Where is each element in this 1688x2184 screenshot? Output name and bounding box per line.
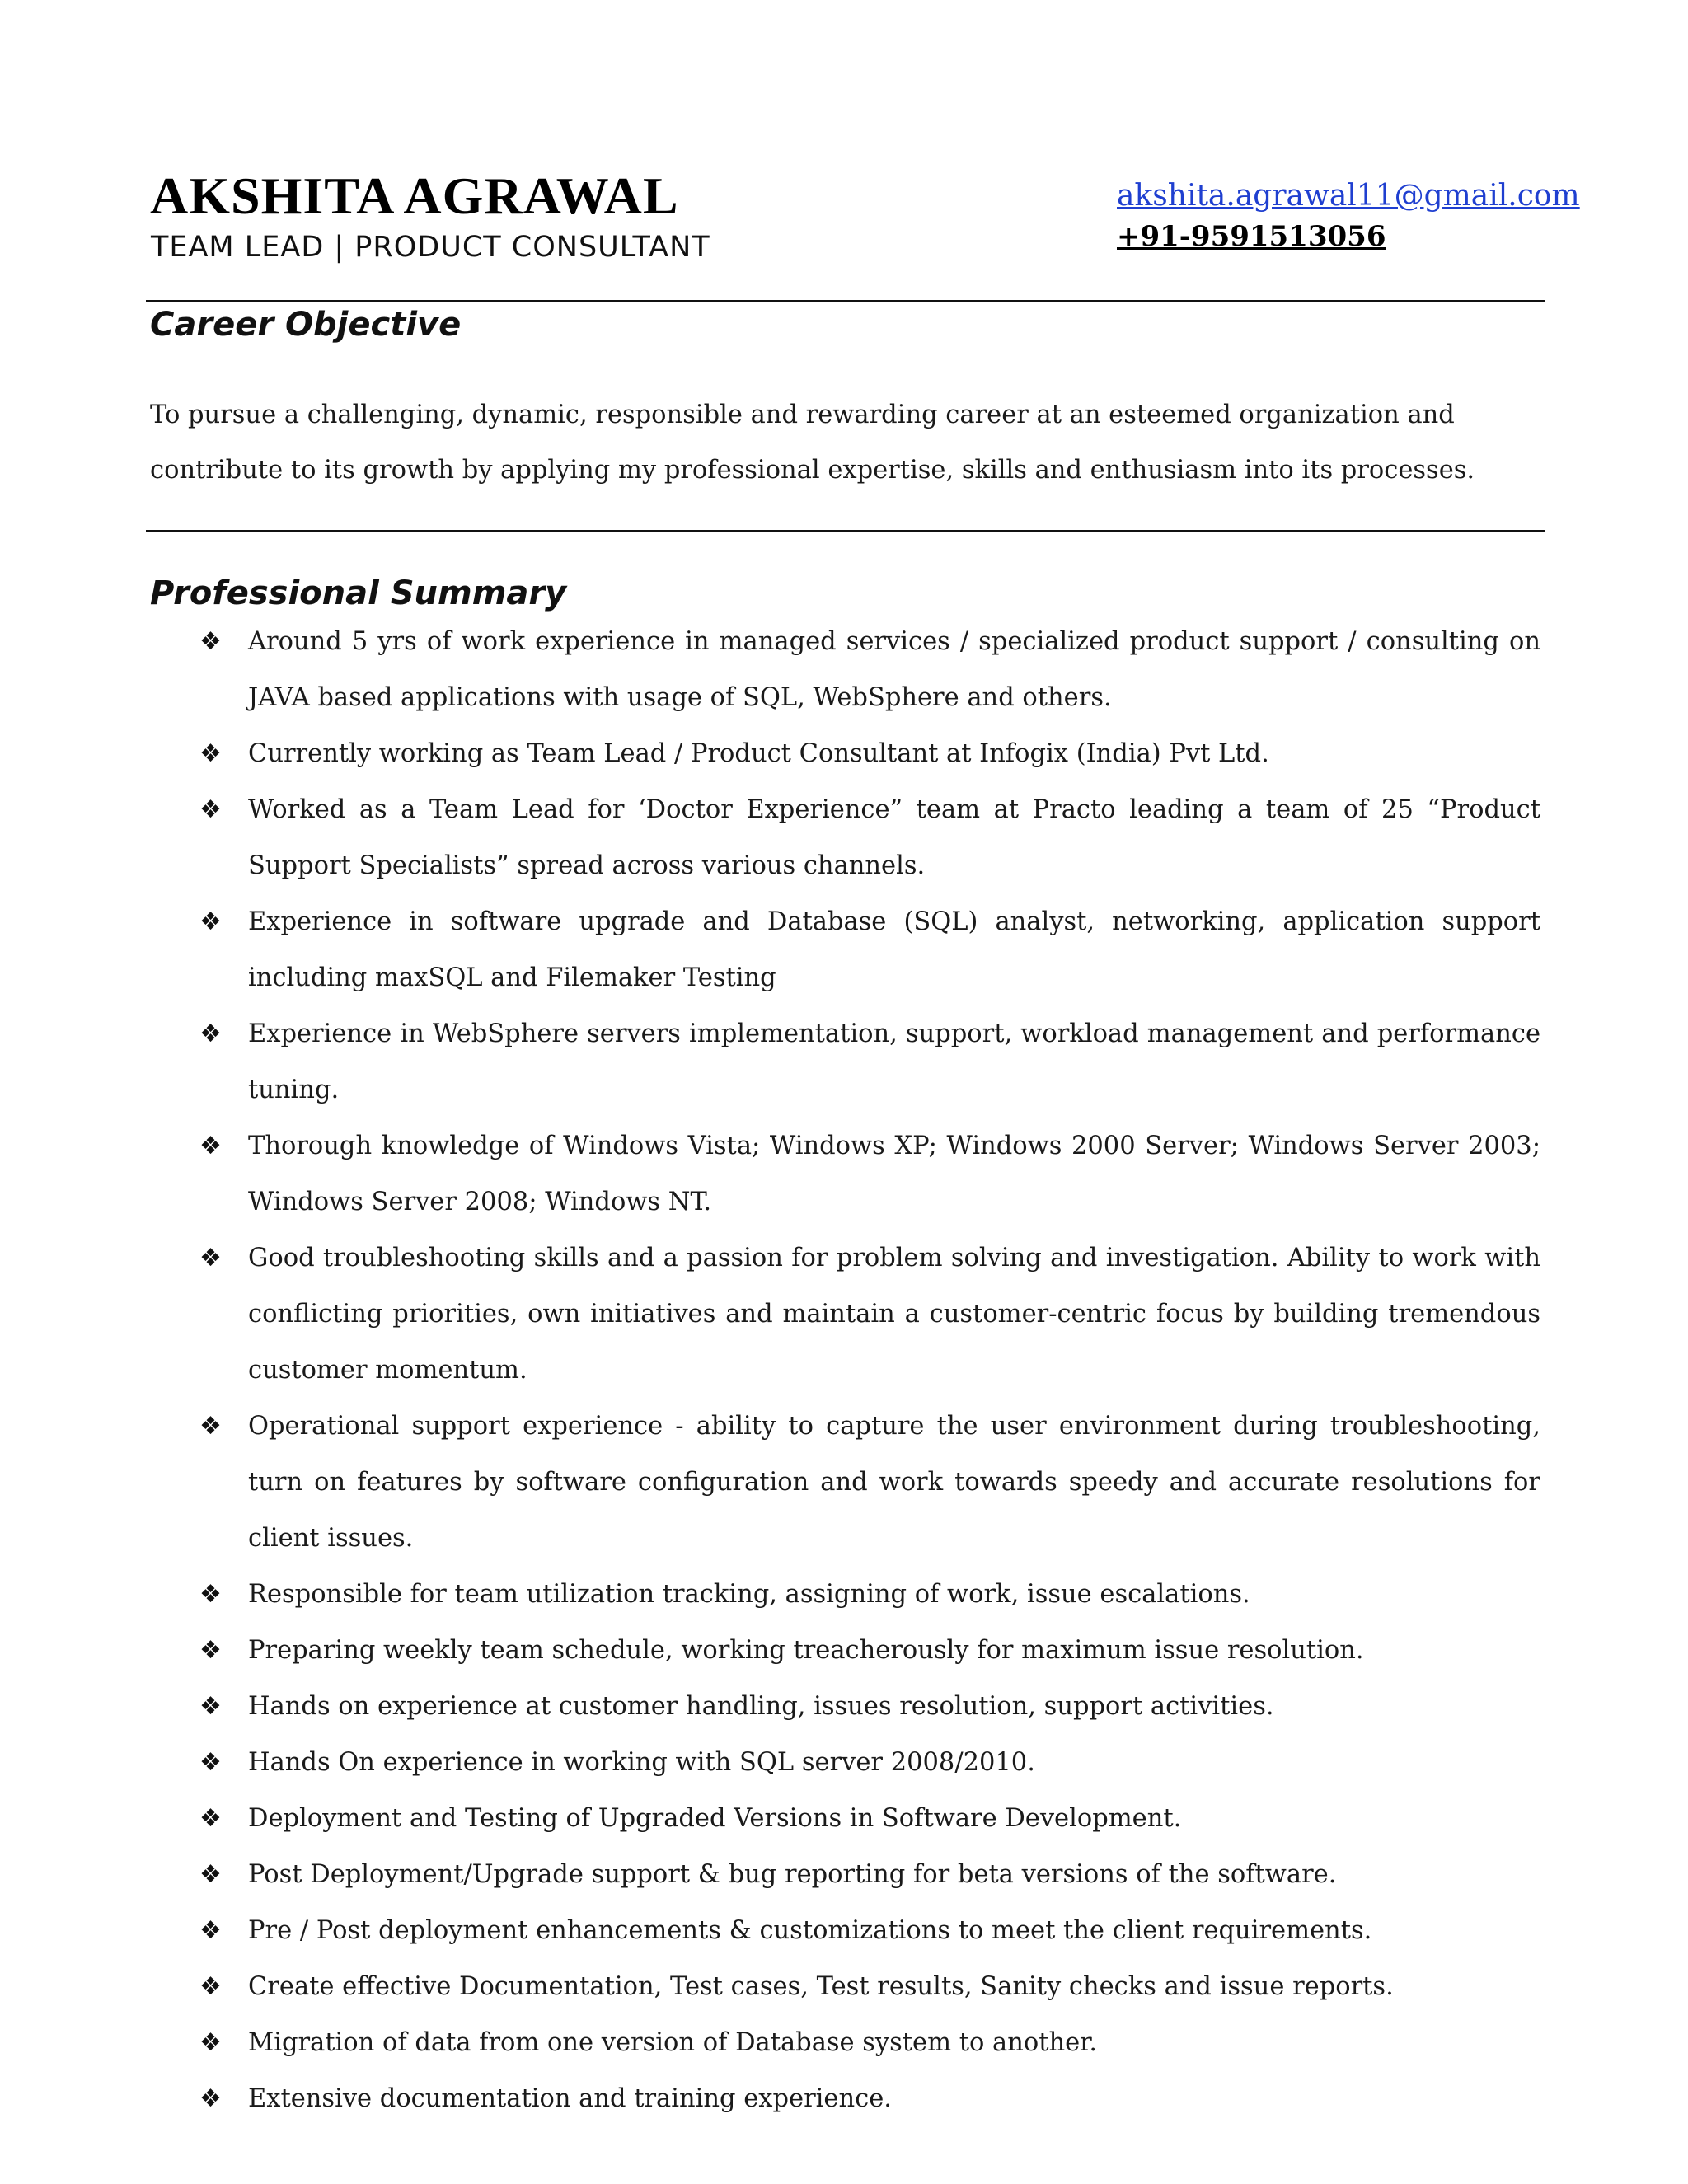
diamond-bullet-icon: ❖: [199, 1916, 222, 1945]
summary-item-text: Post Deployment/Upgrade support & bug reporting for beta versions of the software.: [248, 1860, 1337, 1889]
summary-item: [0, 1679, 1540, 1735]
summary-item: [0, 1735, 1540, 1791]
summary-item-text: Currently working as Team Lead / Product Consultant at Infogix (India) Pvt Ltd.: [248, 739, 1269, 768]
diamond-bullet-icon: ❖: [199, 1580, 222, 1609]
candidate-name: AKSHITA AGRAWAL: [150, 166, 679, 225]
diamond-bullet-icon: ❖: [199, 1860, 222, 1889]
diamond-bullet-icon: ❖: [199, 1132, 222, 1160]
summary-item: [0, 1903, 1540, 1959]
email-link[interactable]: akshita.agrawal11@gmail.com: [1117, 179, 1580, 213]
diamond-bullet-icon: ❖: [199, 1244, 222, 1272]
professional-summary-list: [0, 614, 1688, 2127]
professional-summary-heading: Professional Summary: [150, 574, 567, 612]
summary-item: [0, 1006, 1540, 1118]
summary-item-text: Experience in WebSphere servers implementation, support, workload management and performance tuning.: [248, 1019, 1540, 1104]
summary-item-text: Hands On experience in working with SQL server 2008/2010.: [248, 1748, 1035, 1777]
summary-item: [0, 2071, 1540, 2127]
summary-item: [0, 2015, 1540, 2071]
header-divider: [146, 300, 1545, 302]
summary-item-text: Deployment and Testing of Upgraded Versions in Software Development.: [248, 1804, 1182, 1833]
section-divider: [146, 530, 1545, 532]
summary-item: [0, 1791, 1540, 1847]
summary-item-text: Thorough knowledge of Windows Vista; Windows XP; Windows 2000 Server; Windows Server 2003; Windows Server 2008; Windows NT.: [248, 1132, 1540, 1216]
diamond-bullet-icon: ❖: [199, 2028, 222, 2057]
summary-item: [0, 1118, 1540, 1230]
diamond-bullet-icon: ❖: [199, 1636, 222, 1665]
diamond-bullet-icon: ❖: [199, 907, 222, 936]
summary-item: [0, 1623, 1540, 1679]
summary-item-text: Operational support experience - ability to capture the user environment during troubleshooting, turn on features by software configuration and work towards speedy and accurate resolutions for client issues.: [248, 1412, 1540, 1553]
diamond-bullet-icon: ❖: [199, 627, 222, 656]
summary-item-text: Experience in software upgrade and Database (SQL) analyst, networking, application support including maxSQL and Filemaker Testing: [248, 907, 1540, 992]
diamond-bullet-icon: ❖: [199, 1748, 222, 1777]
summary-item: [0, 1230, 1540, 1399]
summary-item: [0, 894, 1540, 1006]
summary-item-text: Extensive documentation and training experience.: [248, 2084, 892, 2113]
diamond-bullet-icon: ❖: [199, 1019, 222, 1048]
summary-item: [0, 1567, 1540, 1623]
summary-item: [0, 726, 1540, 782]
diamond-bullet-icon: ❖: [199, 1692, 222, 1721]
summary-item-text: Preparing weekly team schedule, working treacherously for maximum issue resolution.: [248, 1636, 1364, 1665]
summary-item-text: Migration of data from one version of Database system to another.: [248, 2028, 1098, 2057]
candidate-title: TEAM LEAD | PRODUCT CONSULTANT: [151, 231, 710, 264]
summary-item-text: Hands on experience at customer handling, issues resolution, support activities.: [248, 1692, 1274, 1721]
summary-item: [0, 1847, 1540, 1903]
summary-item: [0, 614, 1540, 726]
summary-item-text: Around 5 yrs of work experience in managed services / specialized product support / consulting on JAVA based applications with usage of SQL, WebSphere and others.: [248, 627, 1540, 712]
phone-number: +91-9591513056: [1117, 220, 1386, 253]
career-objective-heading: Career Objective: [150, 306, 462, 344]
diamond-bullet-icon: ❖: [199, 2084, 222, 2113]
summary-item: [0, 1399, 1540, 1567]
summary-item-text: Worked as a Team Lead for ‘Doctor Experience” team at Practo leading a team of 25 “Product Support Specialists” spread across various channels.: [248, 795, 1540, 880]
diamond-bullet-icon: ❖: [199, 795, 222, 824]
summary-item-text: Responsible for team utilization tracking, assigning of work, issue escalations.: [248, 1580, 1250, 1609]
diamond-bullet-icon: ❖: [199, 1972, 222, 2001]
summary-item-text: Create effective Documentation, Test cases, Test results, Sanity checks and issue reports.: [248, 1972, 1394, 2001]
summary-item-text: Pre / Post deployment enhancements & customizations to meet the client requirements.: [248, 1916, 1372, 1945]
summary-item-text: Good troubleshooting skills and a passion for problem solving and investigation. Ability to work with conflicting priorities, own initiatives and maintain a customer-centric focus by building tremendous customer momentum.: [248, 1244, 1540, 1385]
diamond-bullet-icon: ❖: [199, 1412, 222, 1441]
summary-item: [0, 1959, 1540, 2015]
diamond-bullet-icon: ❖: [199, 739, 222, 768]
diamond-bullet-icon: ❖: [199, 1804, 222, 1833]
summary-item: [0, 782, 1540, 894]
career-objective-text: To pursue a challenging, dynamic, responsible and rewarding career at an esteemed organization and contribute to its growth by applying my professional expertise, skills and enthusiasm into its processes.: [150, 401, 1475, 485]
